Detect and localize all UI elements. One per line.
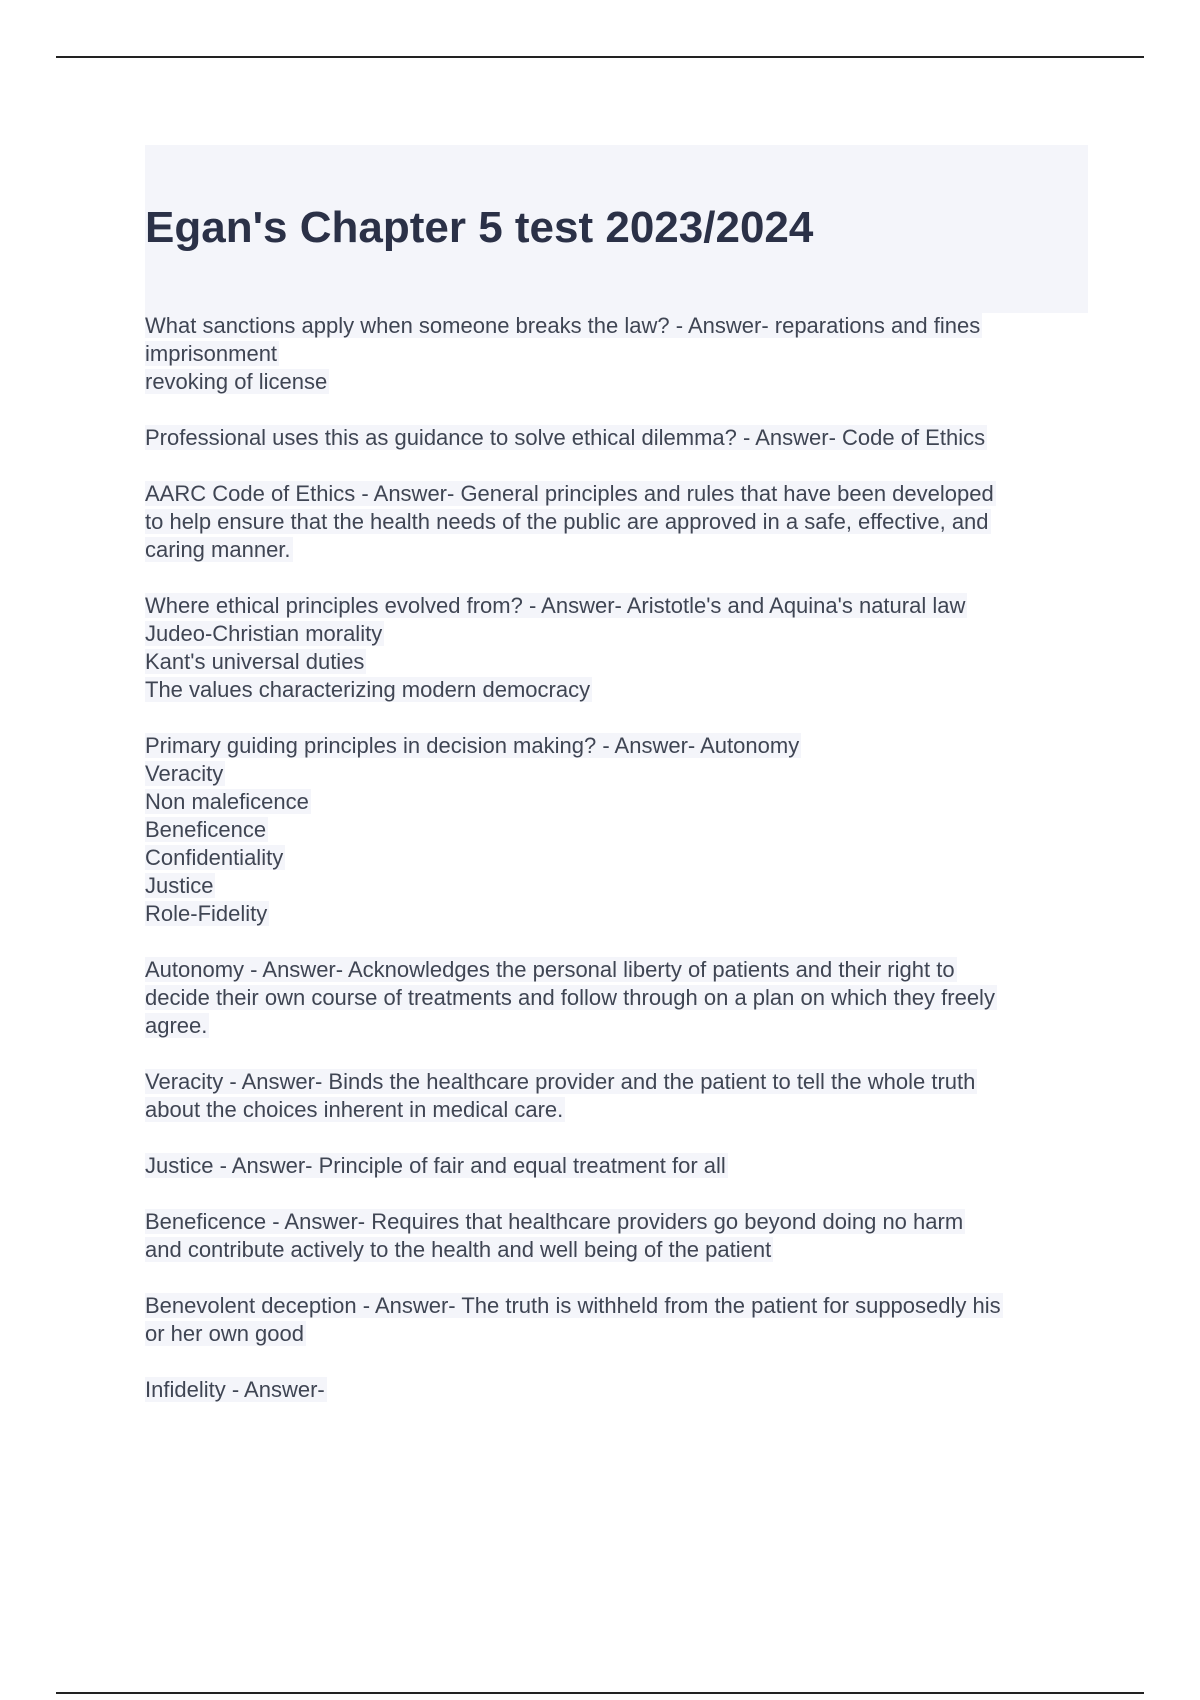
document-title: Egan's Chapter 5 test 2023/2024 <box>145 203 814 252</box>
text-line-text: Primary guiding principles in decision making? - Answer- Autonomy <box>145 733 800 758</box>
text-line-text: Infidelity - Answer- <box>145 1377 325 1402</box>
text-line <box>145 816 1095 844</box>
text-line <box>145 1012 1095 1040</box>
text-line-text: Non maleficence <box>145 789 309 814</box>
text-line-text: Veracity - Answer- Binds the healthcare provider and the patient to tell the whole truth <box>145 1069 976 1094</box>
text-line-text: Beneficence <box>145 817 267 842</box>
text-line <box>145 620 1095 648</box>
text-line <box>145 1292 1095 1320</box>
qa-entry <box>145 1208 1095 1264</box>
qa-entry <box>145 1292 1095 1348</box>
text-line-text: Justice - Answer- Principle of fair and equal treatment for all <box>145 1153 726 1178</box>
qa-entry <box>145 592 1095 704</box>
text-line-text: Judeo-Christian morality <box>145 621 383 646</box>
qa-entry <box>145 1068 1095 1124</box>
qa-entry <box>145 424 1095 452</box>
text-line-text: Professional uses this as guidance to solve ethical dilemma? - Answer- Code of Ethics <box>145 425 986 450</box>
text-line <box>145 1376 1095 1404</box>
text-line <box>145 648 1095 676</box>
qa-entry <box>145 312 1095 396</box>
bottom-rule <box>56 1692 1144 1694</box>
text-line-text: Kant's universal duties <box>145 649 365 674</box>
text-line <box>145 1068 1095 1096</box>
text-line-text: decide their own course of treatments and follow through on a plan on which they freely <box>145 985 995 1010</box>
text-line-text: The values characterizing modern democracy <box>145 677 591 702</box>
text-line <box>145 1320 1095 1348</box>
text-line <box>145 312 1095 340</box>
text-line <box>145 340 1095 368</box>
text-line-text: or her own good <box>145 1321 304 1346</box>
text-line <box>145 508 1095 536</box>
text-line <box>145 760 1095 788</box>
qa-entry <box>145 956 1095 1040</box>
text-line <box>145 788 1095 816</box>
qa-entry <box>145 480 1095 564</box>
text-line-text: Autonomy - Answer- Acknowledges the personal liberty of patients and their right to <box>145 957 955 982</box>
text-line-text: Confidentiality <box>145 845 284 870</box>
text-line-text: to help ensure that the health needs of the public are approved in a safe, effective, and <box>145 509 989 534</box>
text-line-text: Veracity <box>145 761 224 786</box>
top-rule <box>56 56 1144 58</box>
text-line-text: Role-Fidelity <box>145 901 268 926</box>
text-line-text: revoking of license <box>145 369 328 394</box>
text-line-text: Benevolent deception - Answer- The truth is withheld from the patient for supposedly his <box>145 1293 1001 1318</box>
qa-entry <box>145 732 1095 928</box>
text-line-text: imprisonment <box>145 341 278 366</box>
qa-entry <box>145 1152 1095 1180</box>
text-line <box>145 368 1095 396</box>
text-line <box>145 592 1095 620</box>
text-line <box>145 844 1095 872</box>
text-line-text: What sanctions apply when someone breaks the law? - Answer- reparations and fines <box>145 313 981 338</box>
text-line-text: AARC Code of Ethics - Answer- General principles and rules that have been developed <box>145 481 994 506</box>
text-line <box>145 536 1095 564</box>
text-line <box>145 872 1095 900</box>
qa-entry <box>145 1376 1095 1404</box>
text-line <box>145 1096 1095 1124</box>
text-line-text: and contribute actively to the health and well being of the patient <box>145 1237 772 1262</box>
text-line-text: caring manner. <box>145 537 291 562</box>
text-line <box>145 732 1095 760</box>
text-line <box>145 1236 1095 1264</box>
text-line <box>145 956 1095 984</box>
text-line-text: about the choices inherent in medical care. <box>145 1097 564 1122</box>
text-line <box>145 480 1095 508</box>
text-line <box>145 900 1095 928</box>
text-line <box>145 424 1095 452</box>
text-line-text: Beneficence - Answer- Requires that healthcare providers go beyond doing no harm <box>145 1209 964 1234</box>
text-line <box>145 676 1095 704</box>
text-line-text: agree. <box>145 1013 208 1038</box>
text-line <box>145 1208 1095 1236</box>
text-line-text: Justice <box>145 873 214 898</box>
text-line <box>145 1152 1095 1180</box>
text-line <box>145 984 1095 1012</box>
qa-list <box>145 312 1095 1432</box>
text-line-text: Where ethical principles evolved from? - Answer- Aristotle's and Aquina's natural law <box>145 593 966 618</box>
